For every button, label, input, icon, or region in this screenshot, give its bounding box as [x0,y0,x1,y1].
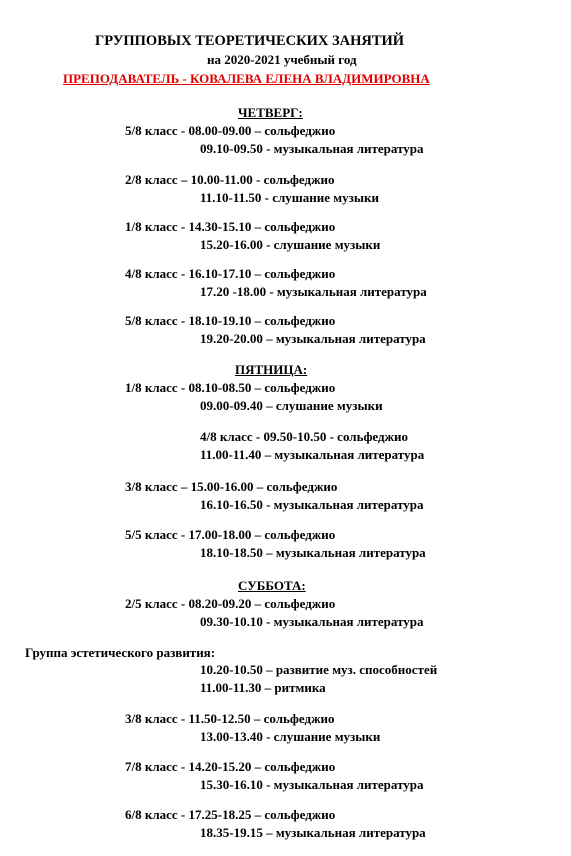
schedule-line: 2/8 класс – 10.00-11.00 - сольфеджио [125,172,335,187]
schedule-line: 09.10-09.50 - музыкальная литература [200,141,424,156]
schedule-line: 17.20 -18.00 - музыкальная литература [200,284,427,299]
day-heading-friday: ПЯТНИЦА: [235,362,308,377]
teacher-name: ПРЕПОДАВАТЕЛЬ - КОВАЛЕВА ЕЛЕНА ВЛАДИМИРОВНА [63,71,430,86]
schedule-line: 18.10-18.50 – музыкальная литература [200,545,426,560]
schedule-line: 10.20-10.50 – развитие муз. способностей [200,662,438,677]
schedule-line: 09.00-09.40 – слушание музыки [200,398,383,413]
schedule-line: 4/8 класс - 09.50-10.50 - сольфеджио [200,429,409,444]
schedule-line: 4/8 класс - 16.10-17.10 – сольфеджио [125,266,336,281]
schedule-line: 15.20-16.00 - слушание музыки [200,237,381,252]
day-heading-saturday: СУББОТА: [238,578,306,593]
schedule-line: 19.20-20.00 – музыкальная литература [200,331,426,346]
schedule-line: 15.30-16.10 - музыкальная литература [200,777,424,792]
day-heading-thursday: ЧЕТВЕРГ: [238,105,303,120]
schedule-line: 5/8 класс - 08.00-09.00 – сольфеджио [125,123,336,138]
schedule-line: 2/5 класс - 08.20-09.20 – сольфеджио [125,596,336,611]
schedule-line: 7/8 класс - 14.20-15.20 – сольфеджио [125,759,336,774]
schedule-line: 11.00-11.40 – музыкальная литература [200,447,425,462]
schedule-title: ГРУППОВЫХ ТЕОРЕТИЧЕСКИХ ЗАНЯТИЙ [95,33,405,49]
schedule-line: 09.30-10.10 - музыкальная литература [200,614,424,629]
schedule-line: 1/8 класс - 14.30-15.10 – сольфеджио [125,219,336,234]
schedule-line: 16.10-16.50 - музыкальная литература [200,497,424,512]
schedule-line: 6/8 класс - 17.25-18.25 – сольфеджио [125,807,336,822]
schedule-line: 11.10-11.50 - слушание музыки [200,190,379,205]
schedule-line: 5/8 класс - 18.10-19.10 – сольфеджио [125,313,336,328]
schedule-line: 3/8 класс – 15.00-16.00 – сольфеджио [125,479,338,494]
group-label: Группа эстетического развития: [25,645,216,660]
schedule-line: 5/5 класс - 17.00-18.00 – сольфеджио [125,527,336,542]
school-year: на 2020-2021 учебный год [207,52,357,67]
schedule-line: 11.00-11.30 – ритмика [200,680,326,695]
schedule-line: 1/8 класс - 08.10-08.50 – сольфеджио [125,380,336,395]
schedule-line: 13.00-13.40 - слушание музыки [200,729,381,744]
schedule-line: 3/8 класс - 11.50-12.50 – сольфеджио [125,711,335,726]
schedule-line: 18.35-19.15 – музыкальная литература [200,825,426,840]
